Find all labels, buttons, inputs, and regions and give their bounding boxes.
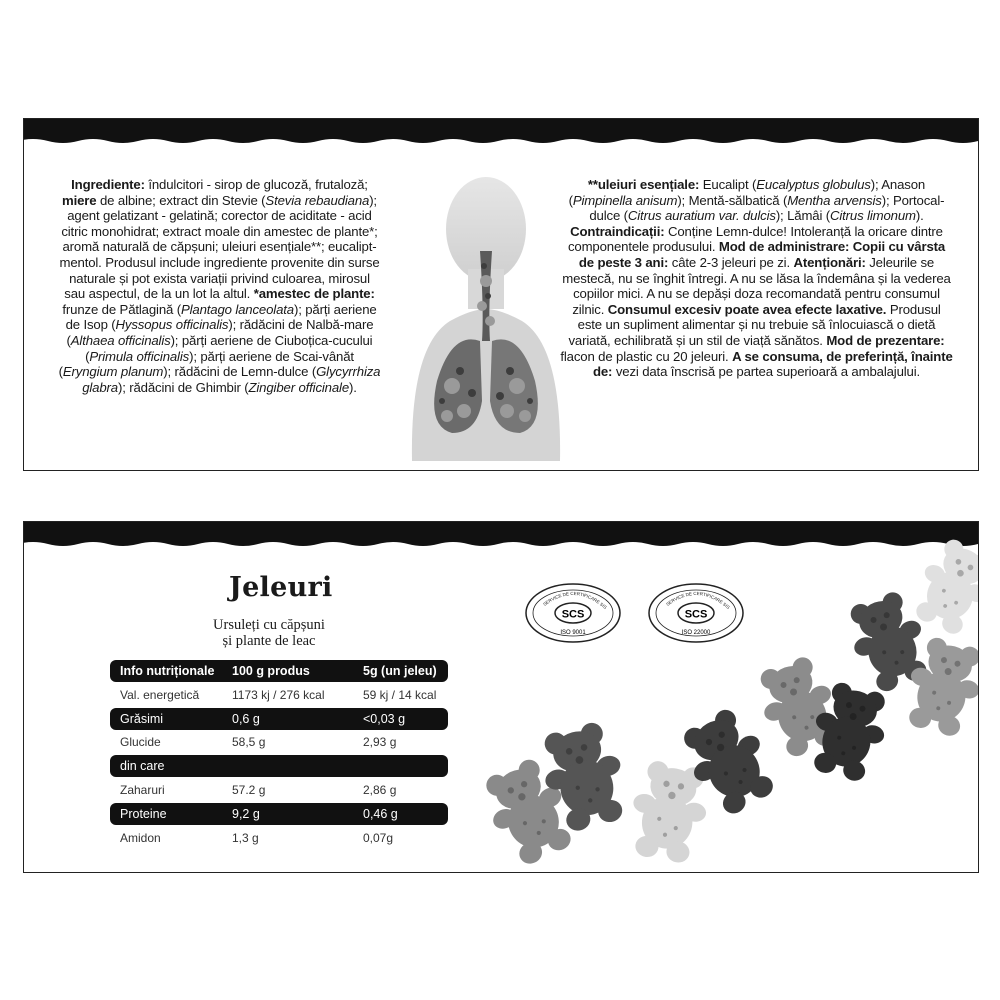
nutrition-cell: Grăsimi	[120, 711, 164, 726]
nutrition-row	[110, 803, 448, 825]
nutrition-cell: 1,3 g	[232, 830, 259, 845]
nutrition-table	[110, 660, 448, 850]
usage-info-text: **uleiuri esențiale: Eucalipt (Eucalyptus globulus); Anason (Pimpinella anisum); Mentă-sălbatică (Mentha arvensis); Portocal-dulce (Citrus auratium var. dulcis); Lămâi (Citrus limonum). Contraindicații: Conține Lemn-dulce! Intoleranță la oricare dintre componentele produsului. Mod de administrare: Copii cu vârsta de peste 3 ani: câte 2-3 jeleuri pe zi. Atenționări: Jeleurile se mestecă, nu se înghit întregi. A nu se lăsa la îndemâna și la vederea copiilor mici. A nu se depăși doza recomandată pentru consumul zilnic. Consumul excesiv poate avea efecte laxative. Produsul este un supliment alimentar și nu trebuie să înlocuiască o dietă variată, echilibrată și un stil de viață sănătos. Mod de prezentare: flacon de plastic cu 20 jeleuri. A se consuma, de preferință, înainte de: vezi data înscrisă pe partea superioară a ambalajului.	[560, 177, 953, 380]
lungs-silhouette-icon	[392, 171, 577, 461]
nutrition-row	[110, 827, 448, 849]
svg-text:SCS: SCS	[561, 608, 585, 621]
nutrition-cell: Val. energetică	[120, 687, 200, 702]
ingredients-label: Ingrediente:	[71, 177, 145, 192]
contraindications-label: Contraindicații:	[570, 223, 665, 239]
nutrition-cell: 100 g produs	[232, 664, 310, 678]
nutrition-cell: din care	[120, 759, 165, 774]
svg-text:SCS: SCS	[684, 608, 708, 621]
product-subtitle: Ursuleți cu căpșuni și plante de leac	[213, 617, 325, 649]
nutrition-cell: 59 kj / 14 kcal	[363, 687, 437, 702]
gummy-bears-image	[454, 522, 978, 872]
product-title: Jeleuri	[229, 572, 333, 603]
nutrition-cell: 2,86 g	[363, 782, 397, 797]
product-panel	[23, 521, 979, 873]
nutrition-header-row	[110, 660, 448, 682]
nutrition-cell: Info nutriționale	[120, 664, 215, 678]
nutrition-cell: 1173 kj / 276 kcal	[232, 687, 325, 702]
nutrition-cell: <0,03 g	[363, 711, 406, 726]
nutrition-row	[110, 755, 448, 777]
nutrition-cell: 0,07g	[363, 830, 394, 845]
nutrition-cell: Proteine	[120, 806, 167, 821]
warnings-label: Atenționări:	[793, 254, 866, 270]
svg-text:SERVICE DE CERTIFICARE SISTEME: SERVICE DE CERTIFICARE SIS	[542, 590, 608, 610]
plant-mix-label: *amestec de plante:	[253, 286, 375, 302]
nutrition-row	[110, 684, 448, 706]
ingredients-panel	[23, 118, 979, 471]
nutrition-row	[110, 708, 448, 730]
nutrition-cell: 9,2 g	[232, 806, 260, 821]
nutrition-cell: Glucide	[120, 735, 161, 750]
nutrition-cell: 2,93 g	[363, 735, 397, 750]
nutrition-cell: 57.2 g	[232, 782, 266, 797]
svg-text:ISO 9001: ISO 9001	[560, 630, 586, 636]
administration-label: Mod de administrare: Copii cu vârsta de peste 3 ani:	[578, 239, 946, 270]
nutrition-cell: 0,46 g	[363, 806, 398, 821]
nutrition-cell: 5g (un jeleu)	[363, 664, 437, 678]
nutrition-row	[110, 779, 448, 801]
nutrition-cell: Amidon	[120, 830, 161, 845]
svg-text:SERVICE DE CERTIFICARE SISTEME: SERVICE DE CERTIFICARE SIS	[665, 590, 731, 610]
nutrition-cell: 58,5 g	[232, 735, 266, 750]
wave-band	[24, 119, 978, 161]
ingredients-text: Ingrediente: îndulcitori - sirop de glucoză, frutaloză; miere de albine; extract din Stevie (Stevia rebaudiana); agent gelatizant - gelatină; corector de aciditate - acid citric monohidrat; extract moale din amestec de plante*; aromă naturală de căpșuni; uleiuri esențiale**; eucalipt-mentol. Produsul include ingrediente provenite din surse naturale și pot exista variații privind culoarea, mirosul sau aspectul, de la un lot la altul. *amestec de plante: frunze de Pătlagină (Plantago lanceolata); părți aeriene de Isop (Hyssopus officinalis); rădăcini de Nalbă-mare (Althaea officinalis); părți aeriene de Ciuboțica-cucului (Primula officinalis); părți aeriene de Scai-vânăt (Eryngium planum); rădăcini de Lemn-dulce (Glycyrrhiza glabra); rădăcini de Ghimbir (Zingiber officinale).	[58, 177, 381, 395]
nutrition-cell: Zaharuri	[120, 782, 165, 797]
nutrition-row	[110, 731, 448, 753]
svg-text:ISO 22000: ISO 22000	[681, 630, 711, 636]
nutrition-cell: 0,6 g	[232, 711, 260, 726]
